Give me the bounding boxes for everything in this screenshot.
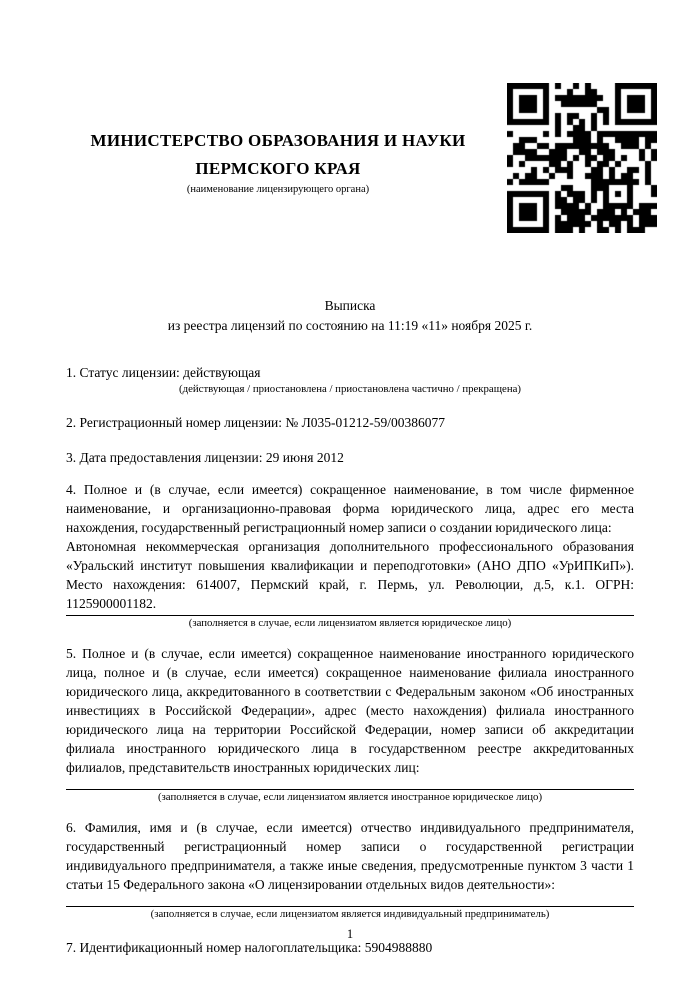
section-grant-date (66, 448, 634, 467)
document-title-line2: из реестра лицензий по состоянию на 11:19 «11» ноября 2025 г. (167, 317, 533, 333)
ministry-caption: (наименование лицензирующего органа) (186, 184, 370, 195)
section-individual-entrepreneur (66, 818, 634, 922)
entrepreneur-value (66, 894, 634, 904)
legal-entity-value: Автономная некоммерческая организация дополнительного профессионального образования «Уральский институт повышения квалификации и переподготовки» (АНО ДПО «УрИПКиП»). Место нахождения: 614007, Пермский край, г. Пермь, ул. Революции, д.5, к.1. ОГРН: 1125900001182. (66, 539, 634, 611)
license-status-note: (действующая / приостановлена / приостановлена частично / прекращена) (179, 383, 521, 395)
document-title-line1: Выписка (324, 298, 376, 313)
page-number: 1 (346, 927, 354, 941)
license-status-text: 1. Статус лицензии: действующая (66, 365, 261, 380)
document-body (66, 0, 634, 957)
section-registration-number (66, 413, 634, 432)
ministry-name-line2: ПЕРМСКОГО КРАЯ (195, 159, 361, 178)
legal-entity-note: (заполняется в случае, если лицензиатом является юридическое лицо) (188, 617, 512, 629)
entrepreneur-label: 6. Фамилия, имя и (в случае, если имеется) отчество индивидуального предпринимателя, государственный регистрационный номер записи о государственной регистрации индивидуального предпринимателя, а также иные сведения, предусмотренные пунктом 3 части 1 статьи 15 Федерального закона «О лицензировании отдельных видов деятельности»: (66, 820, 634, 892)
section-legal-entity (66, 480, 634, 631)
grant-date-text: 3. Дата предоставления лицензии: 29 июня 2012 (66, 450, 344, 465)
document-title (66, 296, 634, 335)
foreign-entity-value (66, 777, 634, 787)
ministry-name-line1: МИНИСТЕРСТВО ОБРАЗОВАНИЯ И НАУКИ (90, 131, 466, 150)
page-footer (0, 926, 700, 942)
legal-entity-label: 4. Полное и (в случае, если имеется) сокращенное наименование, в том числе фирменное наименование, и организационно-правовая форма юридического лица, адрес его места нахождения, государственный регистрационный номер записи о создании юридического лица: (66, 482, 634, 535)
section-foreign-entity (66, 644, 634, 805)
taxpayer-number-text: 7. Идентификационный номер налогоплательщика: 5904988880 (66, 940, 433, 955)
registration-number-text: 2. Регистрационный номер лицензии: № Л035-01212-59/00386077 (66, 415, 446, 430)
foreign-entity-label: 5. Полное и (в случае, если имеется) сокращенное наименование иностранного юридического лица, полное и (в случае, если имеется) сокращенное наименование филиала иностранного юридического лица, аккредитованного в соответствии с Федеральным законом «Об иностранных инвестициях в Российской Федерации», адрес (место нахождения) филиала иностранного юридического лица на территории Российской Федерации, номер записи об аккредитации филиала иностранного юридического лица в государственном реестре аккредитованных филиалов, представительств иностранных юридических лиц: (66, 646, 634, 775)
foreign-entity-note: (заполняется в случае, если лицензиатом является иностранное юридическое лицо) (157, 791, 543, 803)
section-license-status (66, 363, 634, 397)
entrepreneur-note: (заполняется в случае, если лицензиатом является индивидуальный предприниматель) (150, 908, 550, 920)
